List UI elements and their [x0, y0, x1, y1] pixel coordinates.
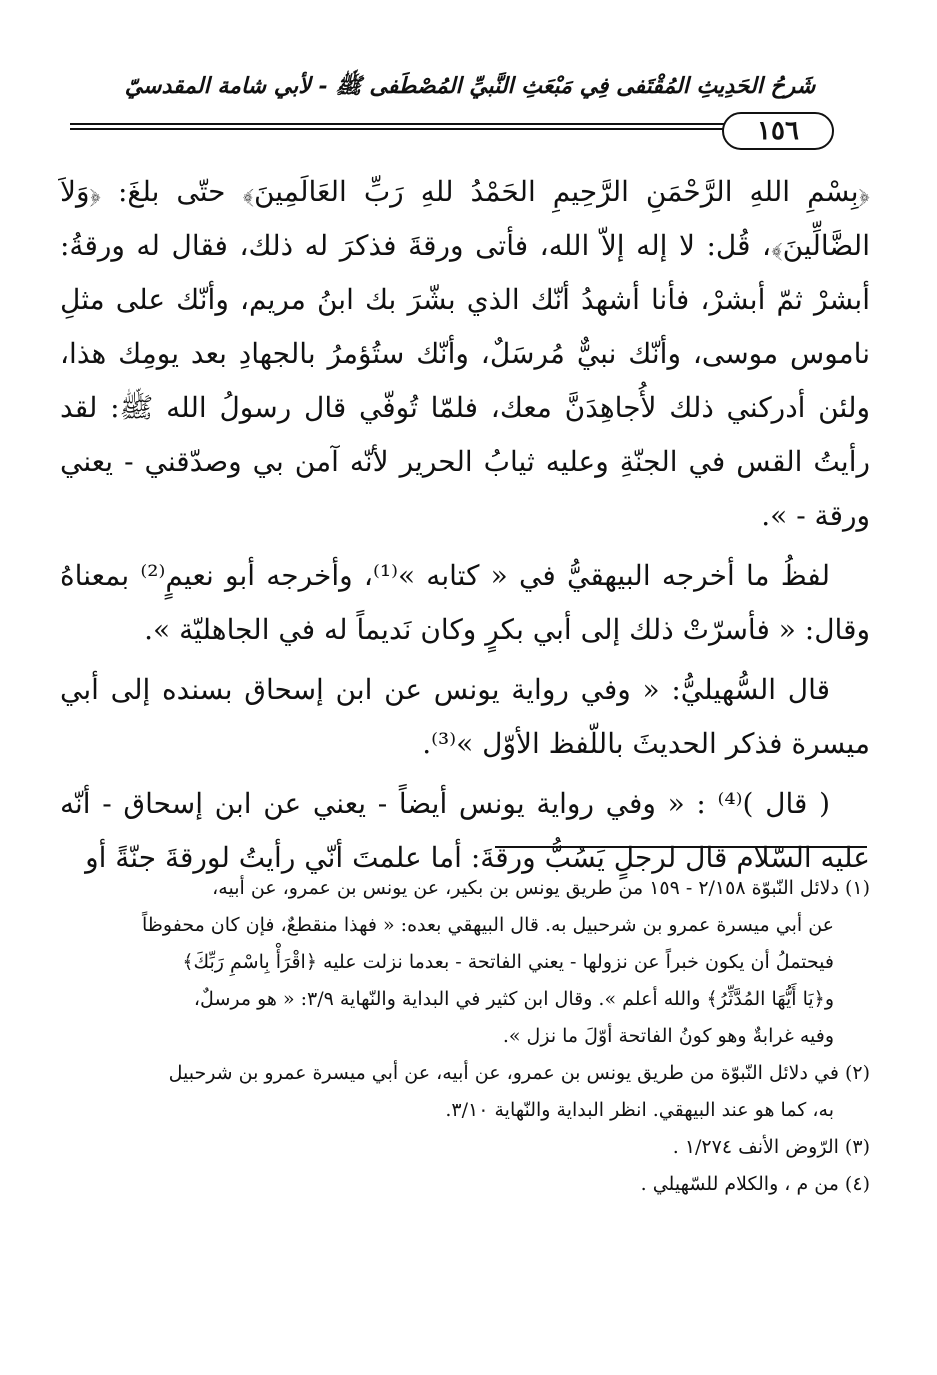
footnote-line: (٢) في دلائل النّبوّة من طريق يونس بن عمرو، عن أبيه، عن أبي ميسرة عمرو بن شرحبيل — [168, 1062, 870, 1084]
header-divider — [70, 123, 798, 125]
footnote-line: (٤) من م ، والكلام للسّهيلي . — [640, 1173, 870, 1195]
footnote-line: عن أبي ميسرة عمرو بن شرحبيل به. قال البيهقي بعده: « فهذا منقطعٌ، فإن كان محفوظاً — [141, 914, 834, 936]
body-paragraph: ( قال )⁽⁴⁾ : « وفي رواية يونس أيضاً - يعني عن ابن إسحاق - أنّه عليه السّلام قال لرجلٍ يَسُبُّ ورقةَ: أما علمتَ أنّي رأيتُ لورقةَ جنّةً أو — [60, 787, 870, 874]
footnote-line: و﴿يَا أَيُّهَا المُدَّثِّرُ﴾ والله أعلم ». وقال ابن كثير في البداية والنّهاية ٣/٩: « هو مرسلٌ، — [193, 988, 834, 1010]
footnote-line: فيحتملُ أن يكون خبراً عن نزولها - يعني الفاتحة - بعدما نزلت عليه ﴿اقْرَأْ بِاسْمِ رَبِّكَ﴾ — [182, 951, 834, 973]
footnote-line: وفيه غرابةٌ وهو كونُ الفاتحة أوّلَ ما نزل ». — [502, 1025, 834, 1047]
footnotes — [60, 870, 870, 1203]
footnote-line: (١) دلائل النّبوّة ٢/١٥٨ - ١٥٩ من طريق يونس بن بكير، عن يونس بن عمرو، عن أبيه، — [212, 877, 870, 899]
footnote-line: (٣) الرّوض الأنف ١/٢٧٤ . — [672, 1136, 870, 1158]
page-number: ١٥٦ — [722, 112, 834, 150]
footnote-line: به، كما هو عند البيهقي. انظر البداية والنّهاية ٣/١٠. — [445, 1099, 834, 1121]
running-header-title: شَرحُ الحَدِيثِ المُقْتَفى فِي مَبْعَثِ النَّبيِّ المُصْطَفى ﷺ - لأبي شامة المقدسيّ — [124, 73, 816, 99]
body-paragraph: ﴿بِسْمِ اللهِ الرَّحْمَنِ الرَّحِيمِ الحَمْدُ للهِ رَبِّ العَالَمِينَ﴾ حتّى بلغَ: ﴿وَلاَ الضَّالِّينَ﴾، قُل: لا إله إلاّ الله، فأتى ورقةَ فذكرَ له ذلك، فقال له ورقةُ: أبشرْ ثمّ أبشرْ، فأنا أشهدُ أنّك الذي بشّرَ بك ابنُ مريم، وأنّك على مثلِ ناموس موسى، وأنّك نبيٌّ مُرسَلٌ، وأنّك ستُؤمرُ بالجهادِ بعد يومِك هذا، ولئن أدركني ذلك لأُجاهِدَنَّ معك، فلمّا تُوفّي قال رسولُ الله ﷺ: لقد رأيتُ القس في الجنّةِ وعليه ثيابُ الحرير لأنّه آمن بي وصدّقني - يعني ورقة - ». — [60, 175, 870, 532]
footnote-divider — [495, 846, 867, 848]
body-paragraph: قال السُّهيليُّ: « وفي رواية يونس عن ابن إسحاق بسنده إلى أبي ميسرة فذكر الحديثَ باللّفظ الأوّل »⁽³⁾. — [60, 673, 870, 760]
body-paragraph: لفظُ ما أخرجه البيهقيُّ في « كتابه »⁽¹⁾، وأخرجه أبو نعيمٍ⁽²⁾ بمعناهُ وقال: « فأسرّتْ ذلك إلى أبي بكرٍ وكان نَديماً له في الجاهليّة ». — [60, 559, 870, 646]
main-text — [60, 165, 870, 891]
